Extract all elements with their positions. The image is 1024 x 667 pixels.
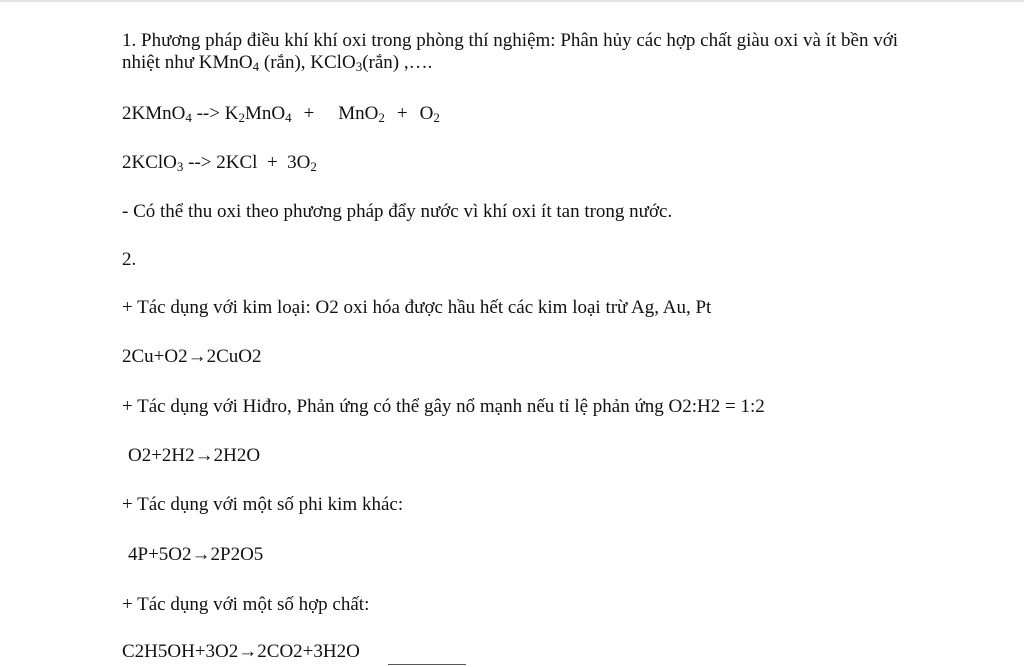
eq1-arrow: --> K: [191, 103, 239, 124]
paragraph-method-text-1: 1. Phương pháp điều khí khí oxi trong phòng thí nghiệm: Phân hủy các hợp chất giàu oxi và ít bền với nhiệt như KMnO: [122, 30, 899, 73]
eq1-product-1: MnO: [244, 103, 286, 124]
paragraph-method-text-2: (rắn), KClO: [259, 52, 356, 73]
reaction-with-nonmetals: + Tác dụng với một số phi kim khác:: [122, 494, 404, 515]
subscript: 4: [285, 110, 292, 125]
eq2-products: --> 2KCl + 3O: [183, 152, 311, 173]
subscript: 3: [176, 159, 184, 174]
subscript: 2: [433, 110, 440, 125]
eq1-plus: +: [303, 103, 315, 124]
eq1-plus: +: [396, 103, 408, 124]
equation-hydrogen: O2+2H2→2H2O: [128, 445, 261, 466]
subscript: 2: [310, 159, 317, 174]
subscript: 2: [238, 110, 245, 125]
paragraph-method: [122, 30, 922, 74]
reaction-with-metals: + Tác dụng với kim loại: O2 oxi hóa được hầu hết các kim loại trừ Ag, Au, Pt: [122, 297, 712, 318]
equation-kclo3: [122, 152, 317, 174]
reaction-with-compounds: + Tác dụng với một số hợp chất:: [122, 594, 370, 615]
text-underline-mark: [388, 664, 466, 665]
reaction-with-hydrogen: + Tác dụng với Hiđro, Phản ứng có thể gây nổ mạnh nếu tỉ lệ phản ứng O2:H2 = 1:2: [122, 396, 765, 417]
equation-compound: C2H5OH+3O2→2CO2+3H2O: [122, 641, 360, 662]
equation-nonmetal: 4P+5O2→2P2O5: [128, 544, 264, 565]
note-collection-method: - Có thể thu oxi theo phương pháp đẩy nước vì khí oxi ít tan trong nước.: [122, 201, 673, 222]
subscript: 4: [252, 59, 260, 74]
equation-kmno4: [122, 103, 440, 125]
subscript: 2: [378, 110, 385, 125]
eq1-reactant: 2KMnO: [122, 103, 186, 124]
subscript: 3: [355, 59, 363, 74]
section-number-2: 2.: [122, 249, 137, 270]
eq1-product-2: MnO: [338, 103, 379, 124]
eq1-product-3: O: [419, 103, 434, 124]
subscript: 4: [185, 110, 192, 125]
paragraph-method-text-3: (rắn) ,….: [362, 52, 433, 73]
equation-metal: 2Cu+O2→2CuO2: [122, 346, 262, 367]
eq2-reactant: 2KClO: [122, 152, 177, 173]
